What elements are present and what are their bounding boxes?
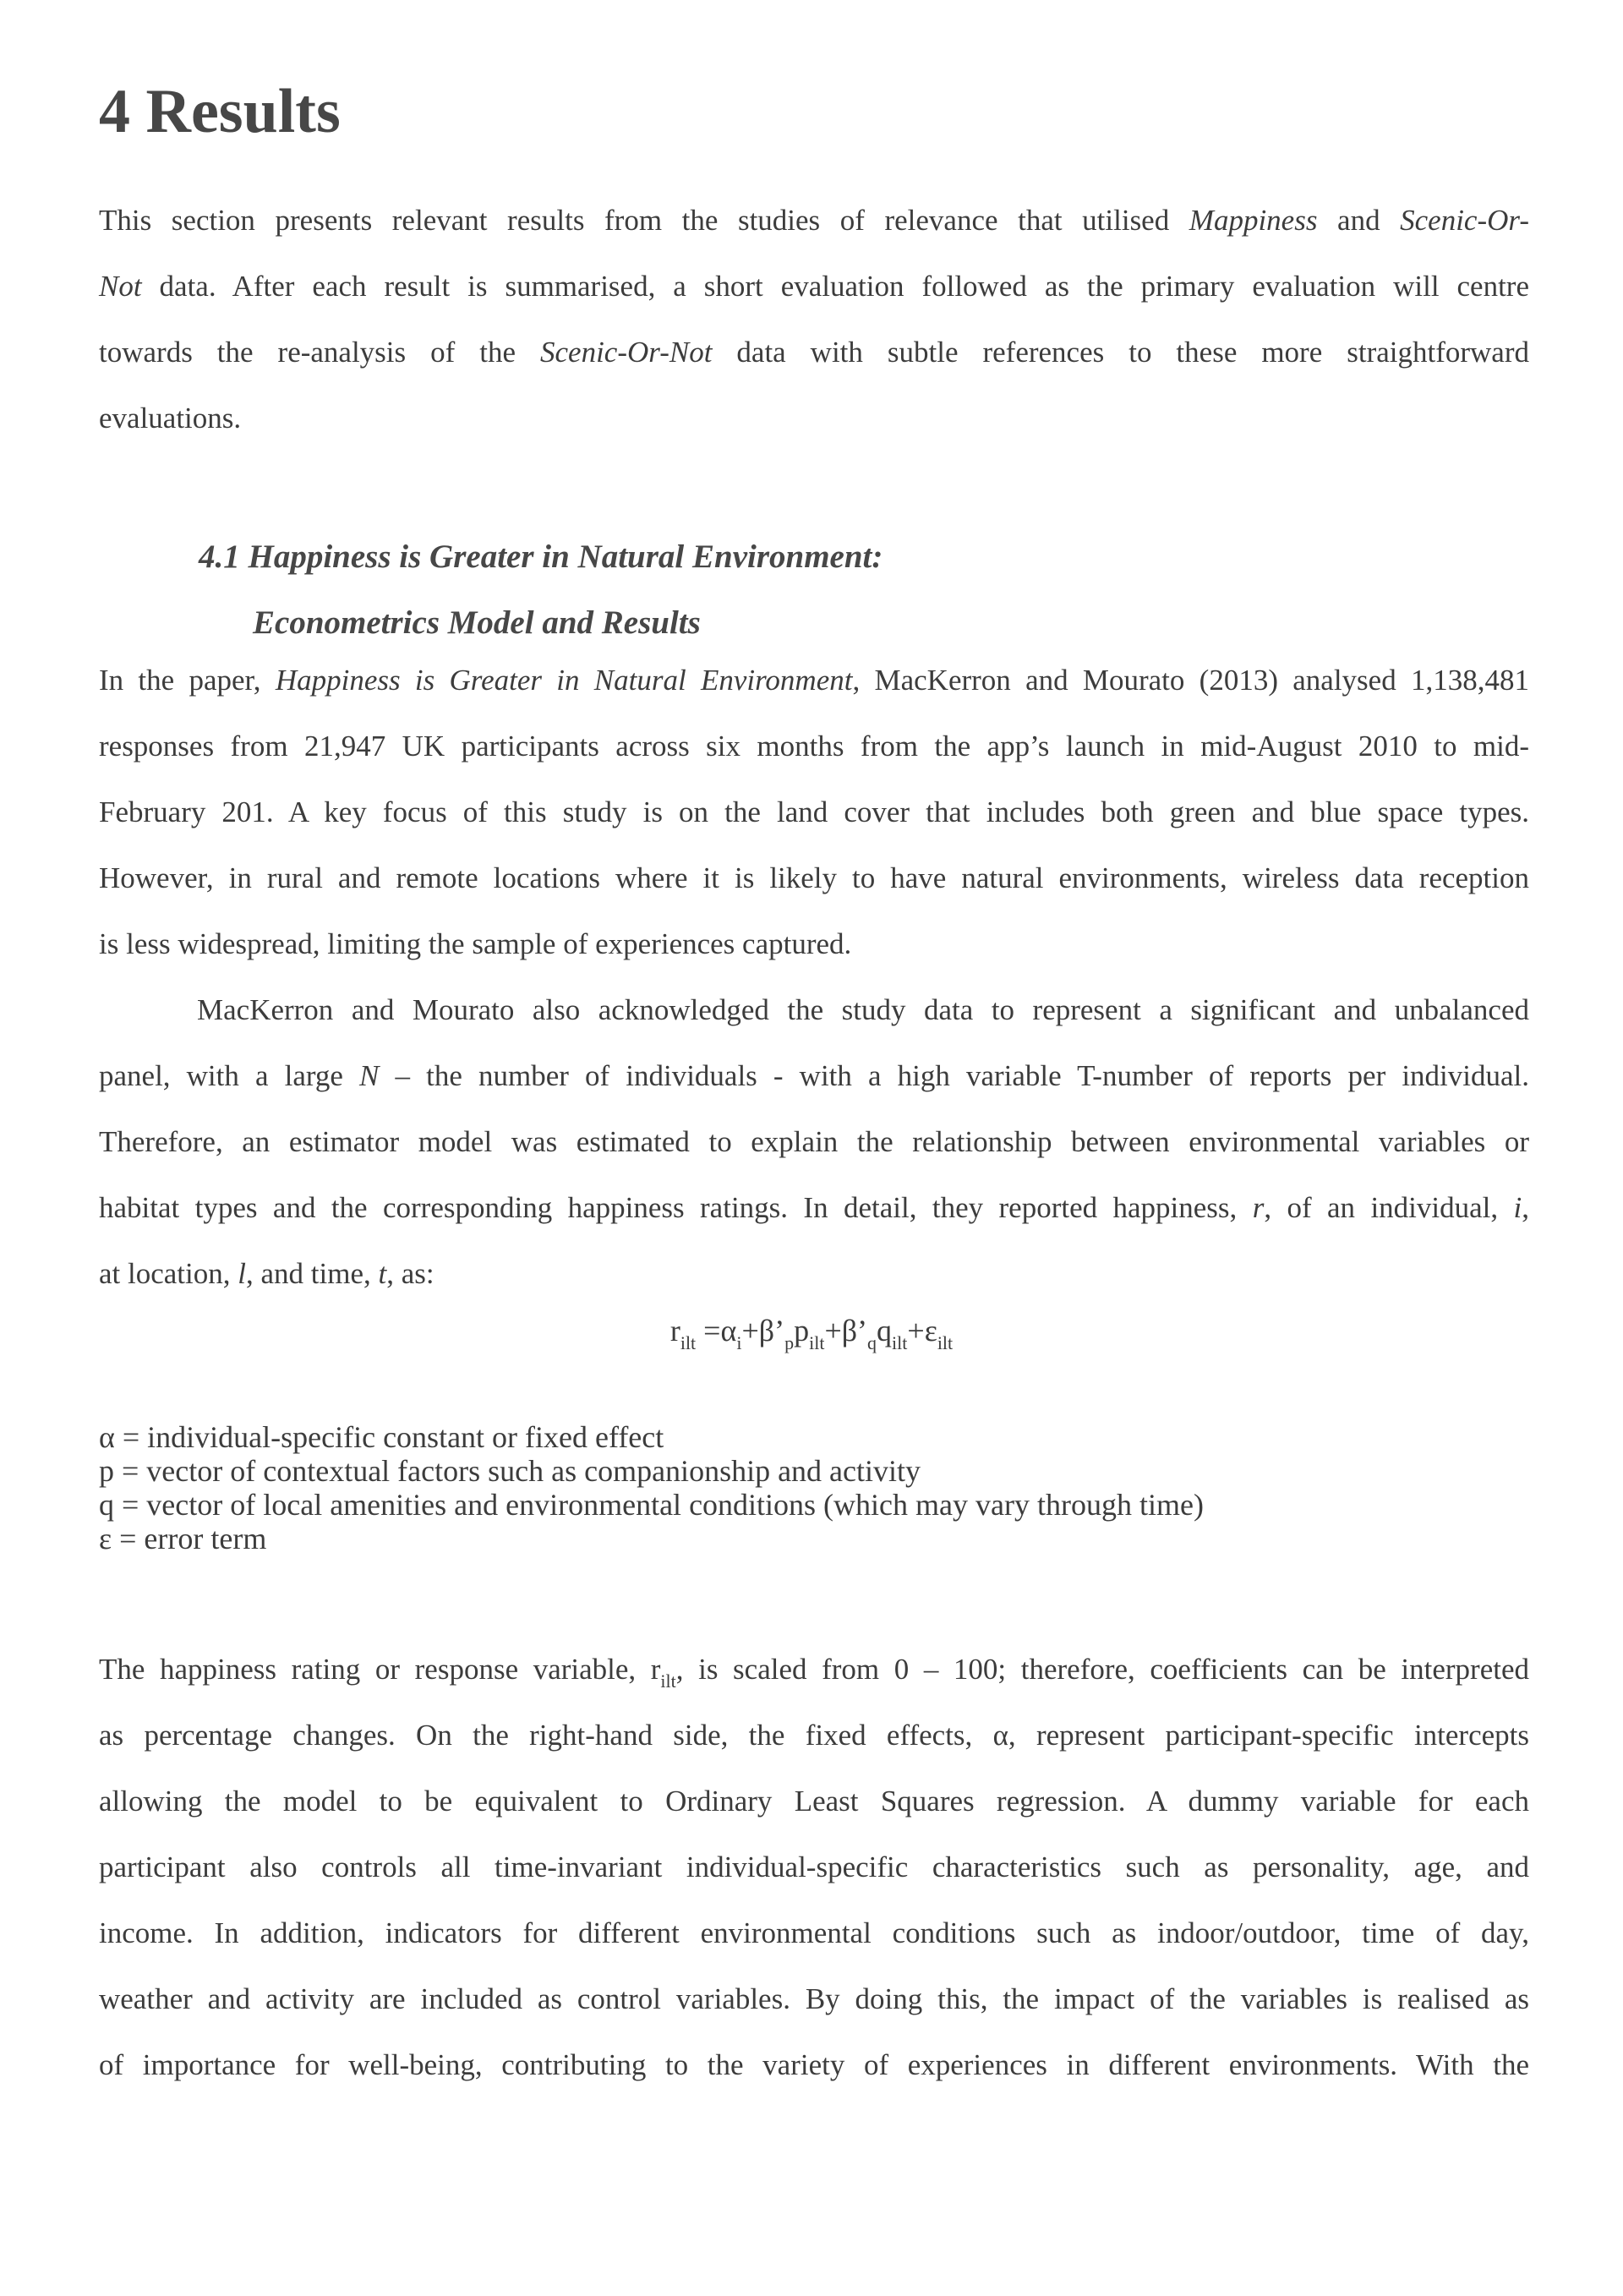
paragraph-line: The happiness rating or response variable, $r_{ilt}$, is scaled from 0 – 100; therefore, coefficients can be interpreted <box>99 1653 1529 1692</box>
paragraph-line: February 201. A key focus of this study is on the land cover that includes both green and blue space types. <box>99 795 1529 828</box>
paragraph-line: participant also controls all time-invariant individual-specific characteristics such as personality, age, and <box>99 1850 1529 1883</box>
paragraph-line: as percentage changes. On the right-hand side, the fixed effects, α, represent participant-specific intercepts <box>99 1719 1529 1752</box>
paragraph-estimator-model <box>99 977 1529 1307</box>
paragraph-line: panel, with a large N – the number of individuals - with a high variable T-number of reports per individual. <box>99 1059 1530 1092</box>
intro-line: This section presents relevant results from the studies of relevance that utilised Mappiness and Scenic-Or- <box>99 204 1529 237</box>
definition-p: p = vector of contextual factors such as companionship and activity <box>99 1454 921 1488</box>
intro-line: evaluations. <box>99 402 242 435</box>
paragraph-line: weather and activity are included as control variables. By doing this, the impact of the variables is realised as <box>99 1982 1529 2015</box>
paragraph-line: responses from 21,947 UK participants across six months from the app’s launch in mid-August 2010 to mid- <box>99 730 1529 763</box>
paragraph-line: However, in rural and remote locations where it is likely to have natural environments, wireless data reception <box>99 861 1529 894</box>
paragraph-line: income. In addition, indicators for different environmental conditions such as indoor/outdoor, time of day, <box>99 1916 1529 1949</box>
paragraph-line: MacKerron and Mourato also acknowledged the study data to represent a significant and unbalanced <box>197 993 1529 1026</box>
subsection-heading <box>199 524 883 656</box>
definition-q: q = vector of local amenities and environmental conditions (which may vary through time) <box>99 1488 1204 1522</box>
intro-paragraph <box>99 188 1529 451</box>
subsection-title-line2: Econometrics Model and Results <box>253 604 701 641</box>
paragraph-line: allowing the model to be equivalent to Ordinary Least Squares regression. A dummy variable for each <box>99 1785 1529 1818</box>
paragraph-line: In the paper, Happiness is Greater in Natural Environment, MacKerron and Mourato (2013) analysed 1,138,481 <box>99 664 1529 697</box>
subsection-title-line1: 4.1 Happiness is Greater in Natural Environment: <box>199 538 883 575</box>
section-heading: 4 Results <box>99 77 341 146</box>
paragraph-line: at location, l, and time, t, as: <box>99 1257 434 1290</box>
paragraph-study-overview <box>99 648 1529 977</box>
variable-definitions <box>99 1420 1204 1555</box>
definition-alpha: α = individual-specific constant or fixed effect <box>99 1420 664 1454</box>
happiness-equation: $r_{ilt}$ $=\alpha_i+\beta’_pp_{ilt}+\beta’_qq_{ilt}+\varepsilon_{ilt}$ <box>669 1314 954 1353</box>
paragraph-response-variable <box>99 1637 1529 2098</box>
intro-line: Not data. After each result is summarised, a short evaluation followed as the primary evaluation will centre <box>99 270 1529 303</box>
paragraph-line: is less widespread, limiting the sample of experiences captured. <box>99 927 852 960</box>
definition-epsilon: ε = error term <box>99 1522 267 1555</box>
paragraph-line: of importance for well-being, contributing to the variety of experiences in different environments. With the <box>99 2048 1529 2081</box>
paragraph-line: habitat types and the corresponding happiness ratings. In detail, they reported happiness, r, of an individual, i, <box>99 1191 1530 1224</box>
intro-line: towards the re-analysis of the Scenic-Or-Not data with subtle references to these more straightforward <box>99 336 1529 369</box>
paragraph-line: Therefore, an estimator model was estimated to explain the relationship between environmental variables or <box>99 1125 1529 1158</box>
